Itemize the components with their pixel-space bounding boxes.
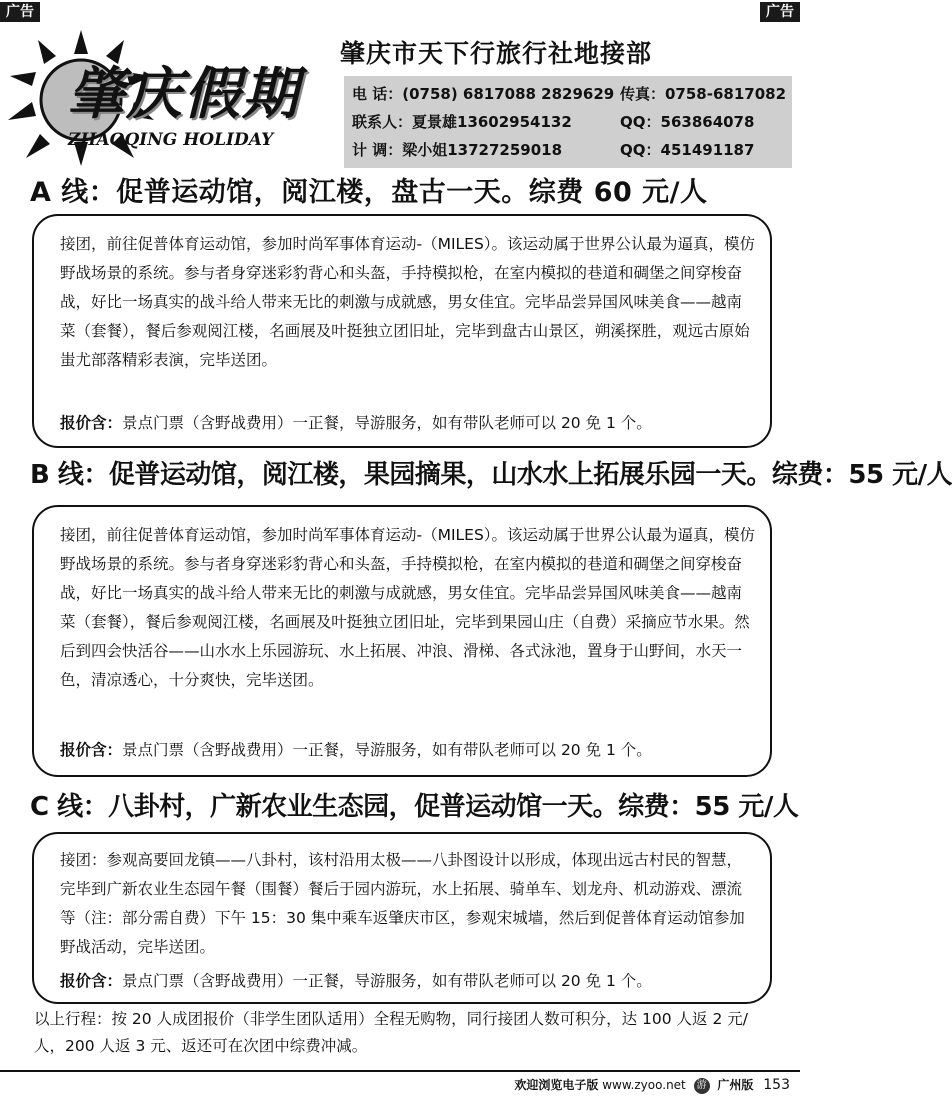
footer-note: 以上行程：按 20 人成团报价（非学生团队适用）全程无购物，同行接团人数可积分，达 100 人返 2 元/人，200 人返 3 元、返还可在次团中综费冲减。 xyxy=(34,1010,748,1055)
route-a-price xyxy=(60,412,756,434)
route-c-box xyxy=(32,832,772,1004)
qq-primary: QQ：563864078 xyxy=(620,113,755,131)
agency-name: 肇庆市天下行旅行社地接部 xyxy=(340,39,653,68)
route-c-price xyxy=(60,970,756,992)
qq-secondary: QQ：451491187 xyxy=(620,141,755,159)
route-a-title: A 线：促普运动馆，阅江楼，盘古一天。综费 60 元/人 xyxy=(30,177,708,208)
price-text: 景点门票（含野战费用）一正餐，导游服务，如有带队老师可以 20 免 1 个。 xyxy=(122,741,652,759)
header xyxy=(0,22,800,172)
route-b-box xyxy=(32,505,772,777)
contact-row-phone xyxy=(352,82,788,106)
price-text: 景点门票（含野战费用）一正餐，导游服务，如有带队老师可以 20 免 1 个。 xyxy=(122,972,652,990)
welcome-text: 欢迎浏览电子版 xyxy=(514,1078,599,1092)
site-url[interactable]: www.zyoo.net xyxy=(602,1078,686,1092)
price-text: 景点门票（含野战费用）一正餐，导游服务，如有带队老师可以 20 免 1 个。 xyxy=(122,414,652,432)
route-b-description: 接团，前往促普体育运动馆，参加时尚军事体育运动-（MILES）。该运动属于世界公认最为逼真，模仿野战场景的系统。参与者身穿迷彩豹背心和头盔，手持模拟枪，在室内模拟的巷道和碉堡之间穿梭奋战，好比一场真实的战斗给人带来无比的刺激与成就感，男女佳宜。完毕品尝异国风味美食——越南菜（套餐），餐后参观阅江楼，名画展及叶挺独立团旧址，完毕到果园山庄（自费）采摘应节水果。然后到四会快活谷——山水水上乐园游玩、水上拓展、冲浪、滑梯、各式泳池，置身于山野间，水天一色，清凉透心，十分爽快，完毕送团。 xyxy=(60,526,756,689)
route-a-box xyxy=(32,214,772,448)
contact-row-person xyxy=(352,110,788,134)
ad-tag-left: 广告 xyxy=(0,2,40,22)
route-a-description: 接团，前往促普体育运动馆，参加时尚军事体育运动-（MILES）。该运动属于世界公认最为逼真，模仿野战场景的系统。参与者身穿迷彩豹背心和头盔，手持模拟枪，在室内模拟的巷道和碉堡之间穿梭奋战，好比一场真实的战斗给人带来无比的刺激与成就感，男女佳宜。完毕品尝异国风味美食——越南菜（套餐），餐后参观阅江楼，名画展及叶挺独立团旧址，完毕到盘古山景区，朔溪探胜，观远古原始蚩尤部落精彩表演，完毕送团。 xyxy=(60,235,756,369)
phone: 电 话：(0758) 6817088 2829629 xyxy=(352,85,615,103)
price-label: 报价含： xyxy=(60,414,123,432)
contact-person: 联系人：夏景雄13602954132 xyxy=(352,113,572,131)
fax: 传真：0758-6817082 xyxy=(620,85,787,103)
planner: 计 调：梁小姐13727259018 xyxy=(352,141,563,159)
page-number: 153 xyxy=(763,1077,790,1093)
badge-icon: 游 xyxy=(694,1078,710,1094)
contact-row-planner xyxy=(352,138,788,162)
bottom-divider xyxy=(0,1070,800,1072)
price-label: 报价含： xyxy=(60,972,123,990)
edition-label: 广州版 xyxy=(717,1078,754,1092)
route-c-title: C 线：八卦村，广新农业生态园，促普运动馆一天。综费：55 元/人 xyxy=(30,792,799,822)
route-b-price xyxy=(60,739,756,761)
logo xyxy=(6,28,344,168)
contact-panel xyxy=(344,76,792,168)
bottom-bar xyxy=(514,1074,790,1096)
route-c-description: 接团：参观高要回龙镇——八卦村，该村沿用太极——八卦图设计以形成，体现出远古村民的智慧，完毕到广新农业生态园午餐（围餐）餐后于园内游玩，水上拓展、骑单车、划龙舟、机动游戏、漂流等（注：部分需自费）下午 15：30 集中乘车返肇庆市区，参观宋城墙，然后到促普体育运动馆参加野战活动，完毕送团。 xyxy=(60,851,745,956)
logo-chinese: 肇庆假期 xyxy=(68,61,300,127)
ad-tag-right: 广告 xyxy=(760,2,800,22)
route-b-title: B 线：促普运动馆，阅江楼，果园摘果，山水水上拓展乐园一天。综费：55 元/人 xyxy=(30,460,952,490)
logo-english: ZHAOQING HOLIDAY xyxy=(68,130,274,150)
price-label: 报价含： xyxy=(60,741,123,759)
